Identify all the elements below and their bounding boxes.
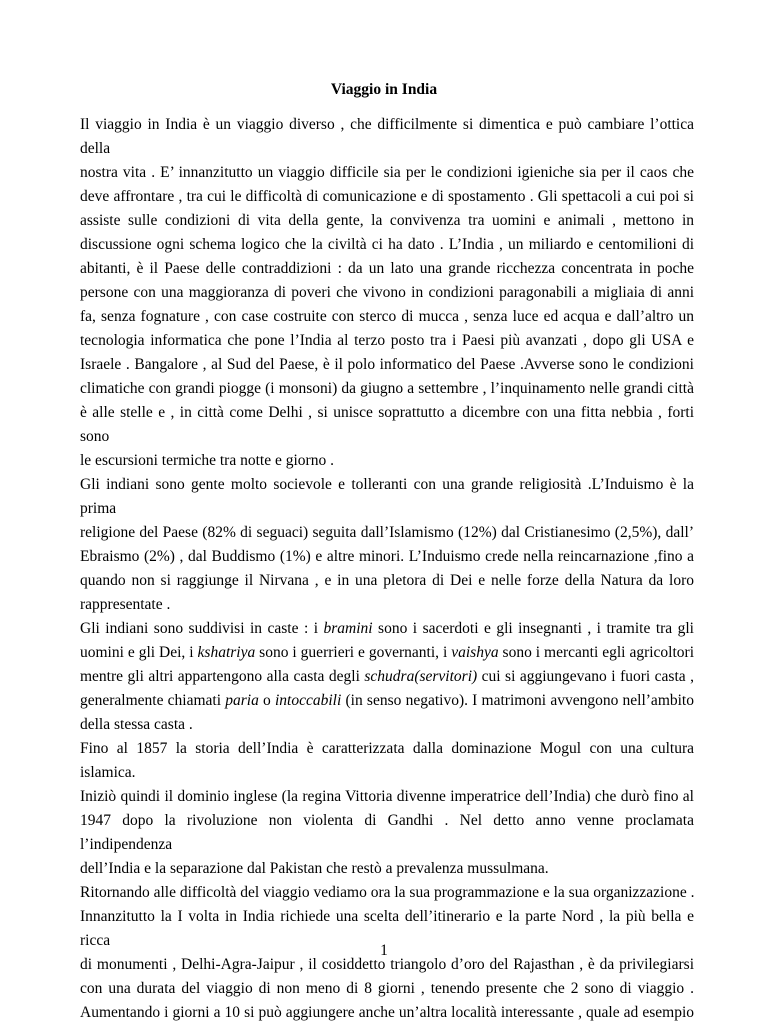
text-line: 1947 dopo la rivoluzione non violenta di Gandhi . Nel detto anno venne proclamata l’indipendenza — [80, 812, 694, 853]
text-line — [80, 641, 694, 665]
text-line: Aumentando i giorni a 10 si può aggiungere anche un’altra località interessante , quale ad esempio — [80, 1004, 694, 1021]
italic-term: paria — [225, 692, 259, 709]
text-line: Il viaggio in India è un viaggio diverso , che difficilmente si dimentica e può cambiare l’ottica della — [80, 116, 694, 157]
text-line: climatiche con grandi piogge (i monsoni) da giugno a settembre , l’inquinamento nelle grandi città — [80, 380, 694, 397]
text-line: Iniziò quindi il dominio inglese (la regina Vittoria divenne imperatrice dell’India) che durò fino al — [80, 788, 694, 805]
italic-term: kshatriya — [197, 644, 256, 661]
page-number: 1 — [380, 942, 388, 959]
text-line: religione del Paese (82% di seguaci) seguita dall’Islamismo (12%) dal Cristianesimo (2,5%), dall’ — [80, 524, 694, 541]
text-line: abitanti, è il Paese delle contraddizioni : da un lato una grande ricchezza concentrata in poche — [80, 260, 694, 277]
italic-term: intoccabili — [275, 692, 342, 709]
text-line — [80, 689, 694, 713]
text-line: con una durata del viaggio di non meno di 8 giorni , tenendo presente che 2 sono di viaggio . — [80, 980, 694, 997]
text-run: o — [258, 692, 275, 709]
text-line: discussione ogni schema logico che la civiltà ci ha dato . L’India , un miliardo e centomilioni di — [80, 236, 694, 253]
text-line: deve affrontare , tra cui le difficoltà di comunicazione e di spostamento . Gli spettacoli a cui poi si — [80, 188, 694, 205]
text-line: Fino al 1857 la storia dell’India è caratterizzata dalla dominazione Mogul con una cultura islamica. — [80, 740, 694, 781]
text-run: cui si aggiungevano i fuori casta , — [477, 668, 694, 685]
text-line: tecnologia informatica che pone l’India al terzo posto tra i Paesi più avanzati , dopo gli USA e — [80, 332, 694, 349]
italic-term: schudra(servitori) — [364, 668, 478, 685]
text-run: sono i mercanti egli agricoltori — [498, 644, 695, 661]
text-run: sono i sacerdoti e gli insegnanti , i tramite tra gli — [372, 620, 694, 637]
text-run: (in senso negativo). I matrimoni avvengono nell’ambito — [341, 692, 694, 709]
text-line: Innanzitutto la I volta in India richiede una scelta dell’itinerario e la parte Nord , la più bella e ricca — [80, 908, 694, 949]
document-body — [80, 113, 694, 1025]
text-line: assiste sulle condizioni di vita della gente, la convivenza tra uomini e animali , mettono in — [80, 212, 694, 229]
text-run: mentre gli altri appartengono alla casta degli — [80, 668, 365, 685]
text-line: Ritornando alle difficoltà del viaggio vediamo ora la sua programmazione e la sua organizzazione . — [80, 884, 695, 901]
text-line: Gli indiani sono gente molto socievole e tolleranti con una grande religiosità .L’Induismo è la prima — [80, 476, 694, 517]
text-line — [80, 617, 694, 641]
text-line: dell’India e la separazione dal Pakistan che restò a prevalenza mussulmana. — [80, 860, 549, 877]
text-line: nostra vita . E’ innanzitutto un viaggio difficile sia per le condizioni igieniche sia per il caos che — [80, 164, 694, 181]
italic-term: vaishya — [451, 644, 499, 661]
text-line: Ebraismo (2%) , dal Buddismo (1%) e altre minori. L’Induismo crede nella reincarnazione ,fino a — [80, 548, 694, 565]
text-line: Israele . Bangalore , al Sud del Paese, è il polo informatico del Paese .Avverse sono le condizioni — [80, 356, 694, 373]
text-run: generalmente chiamati — [80, 692, 226, 709]
text-line: di monumenti , Delhi-Agra-Jaipur , il cosiddetto triangolo d’oro del Rajasthan , è da privilegiarsi — [80, 956, 694, 973]
text-line: rappresentate . — [80, 596, 171, 613]
text-line — [80, 665, 694, 689]
page-title: Viaggio in India — [330, 81, 438, 98]
text-line: fa, senza fognature , con case costruite con sterco di mucca , senza luce ed acqua e dall’altro un — [80, 308, 694, 325]
text-line: persone con una maggioranza di poveri che vivono in condizioni paragonabili a migliaia di anni — [80, 284, 694, 301]
text-run: uomini e gli Dei, i — [80, 644, 198, 661]
text-line: quando non si raggiunge il Nirvana , e in una pletora di Dei e nelle forze della Natura da loro — [80, 572, 694, 589]
text-run: Gli indiani sono suddivisi in caste : i — [80, 620, 324, 637]
italic-term: bramini — [323, 620, 373, 637]
text-run: sono i guerrieri e governanti, i — [255, 644, 452, 661]
text-line: della stessa casta . — [80, 716, 193, 733]
text-line: le escursioni termiche tra notte e giorno . — [80, 452, 334, 469]
text-line: è alle stelle e , in città come Delhi , si unisce soprattutto a dicembre con una fitta nebbia , forti sono — [80, 404, 694, 445]
